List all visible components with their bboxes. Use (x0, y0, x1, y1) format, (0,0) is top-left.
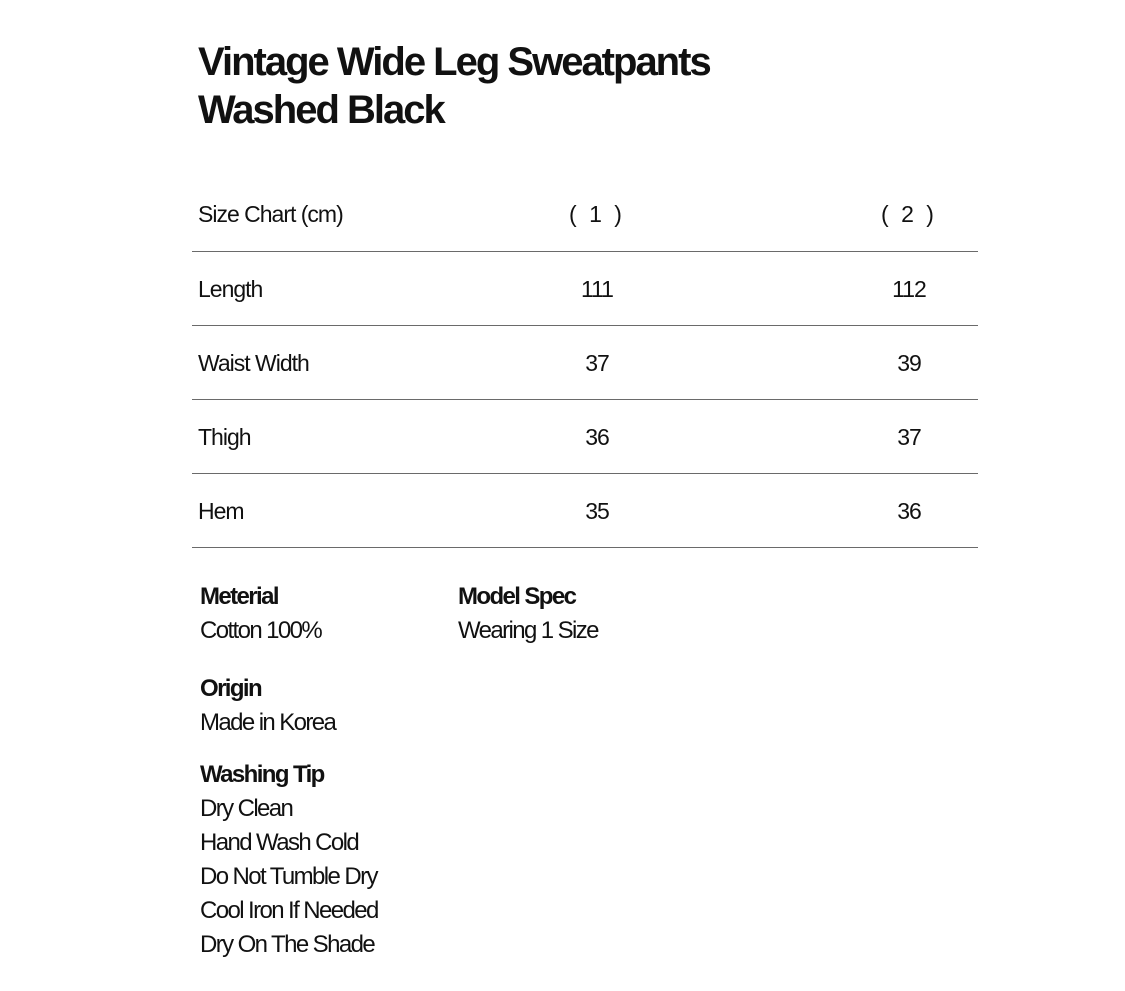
table-row-hem: Hem 35 36 (192, 474, 978, 548)
origin-value: Made in Korea (200, 709, 336, 736)
washing-tip-section (200, 758, 378, 962)
size-chart-table (192, 176, 978, 548)
material-section (200, 580, 321, 648)
model-spec-section (458, 580, 598, 648)
product-title (198, 38, 710, 134)
washing-tip-item: Do Not Tumble Dry (200, 863, 377, 890)
washing-tip-item: Dry Clean (200, 795, 293, 822)
material-heading: Meterial (200, 583, 278, 610)
model-spec-value: Wearing 1 Size (458, 617, 598, 644)
model-spec-heading: Model Spec (458, 583, 576, 610)
product-title-line-1: Vintage Wide Leg Sweatpants (198, 40, 710, 84)
product-title-line-2: Washed Black (198, 88, 444, 132)
size-chart-header-row: Size Chart (cm) ( 1 ) ( 2 ) (192, 176, 978, 252)
origin-heading: Origin (200, 675, 262, 702)
row-label: Waist Width (198, 350, 309, 376)
washing-tip-item: Dry On The Shade (200, 931, 375, 958)
row-label: Hem (198, 498, 244, 524)
origin-section (200, 672, 335, 740)
row-label: Length (198, 276, 263, 302)
table-row-length: Length 111 112 (192, 252, 978, 326)
washing-tip-heading: Washing Tip (200, 761, 324, 788)
material-value: Cotton 100% (200, 617, 322, 644)
table-row-waist-width: Waist Width 37 39 (192, 326, 978, 400)
row-label: Thigh (198, 424, 251, 450)
washing-tip-list (200, 792, 378, 962)
size-chart-header-label: Size Chart (cm) (198, 201, 343, 227)
washing-tip-item: Hand Wash Cold (200, 829, 359, 856)
washing-tip-item: Cool Iron If Needed (200, 897, 378, 924)
table-row-thigh: Thigh 36 37 (192, 400, 978, 474)
